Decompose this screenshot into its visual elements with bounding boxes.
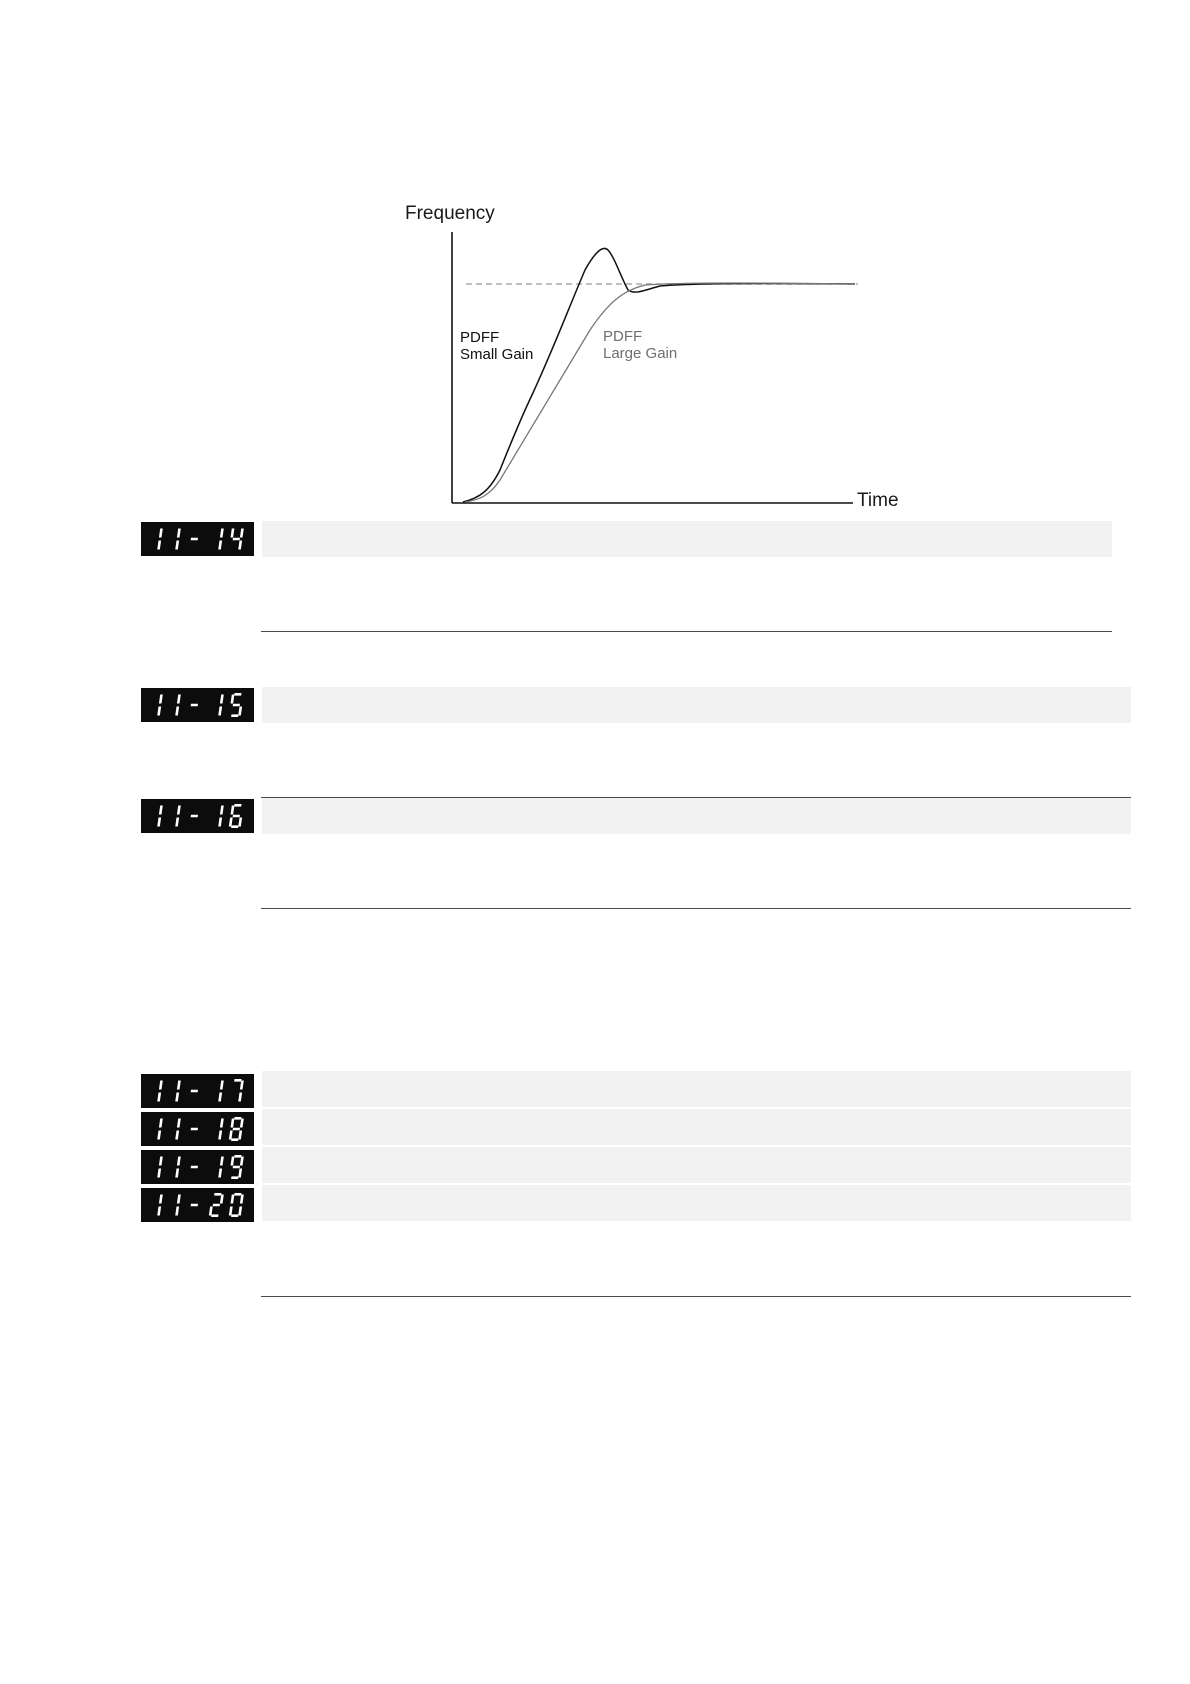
segment <box>238 1169 242 1178</box>
seven-segment-digit <box>229 1155 244 1179</box>
seven-segment-digit <box>175 1157 181 1178</box>
segment <box>220 1157 224 1166</box>
seven-segment-digit <box>191 1090 198 1093</box>
segment <box>177 1119 181 1128</box>
param-name-bar <box>262 1147 1131 1183</box>
segment <box>238 1131 242 1140</box>
segment <box>159 1081 163 1090</box>
large-gain-label: PDFF Large Gain <box>603 328 678 362</box>
segment <box>175 818 179 827</box>
segment <box>234 693 241 696</box>
segment <box>238 1207 242 1216</box>
seven-segment-digit <box>209 1193 224 1217</box>
section-divider <box>261 631 1112 632</box>
segment <box>159 806 163 815</box>
seven-segment-digits <box>141 799 254 833</box>
segment <box>175 1131 179 1140</box>
segment <box>240 529 244 538</box>
seven-segment-digit <box>218 695 224 716</box>
segment <box>175 541 179 550</box>
segment <box>218 541 222 550</box>
param-name-bar <box>262 1109 1131 1145</box>
segment <box>191 538 198 541</box>
param-code-display <box>141 1112 254 1146</box>
seven-segment-digits <box>141 522 254 556</box>
segment <box>191 1166 198 1169</box>
segment <box>159 1195 163 1204</box>
segment <box>238 541 242 550</box>
segment <box>157 541 161 550</box>
segment <box>157 818 161 827</box>
x-axis-label: Time <box>857 490 899 511</box>
segment <box>175 1207 179 1216</box>
segment <box>218 1131 222 1140</box>
segment <box>240 1081 244 1090</box>
segment <box>209 1207 213 1216</box>
section-divider <box>261 908 1131 909</box>
seven-segment-digit <box>231 1079 244 1102</box>
seven-segment-digit <box>175 1195 181 1216</box>
segment <box>218 1169 222 1178</box>
seven-segment-digit <box>191 1128 198 1131</box>
large-gain-curve <box>465 283 855 502</box>
segment <box>157 1207 161 1216</box>
segment <box>191 1128 198 1131</box>
param-code-display <box>141 799 254 833</box>
segment <box>220 1195 224 1204</box>
segment <box>177 695 181 704</box>
segment <box>218 1093 222 1102</box>
segment <box>218 707 222 716</box>
segment <box>238 818 242 827</box>
segment <box>238 1093 242 1102</box>
segment <box>211 1214 218 1217</box>
segment <box>175 1093 179 1102</box>
segment <box>177 1157 181 1166</box>
param-code-display <box>141 1188 254 1222</box>
segment <box>233 815 240 818</box>
segment <box>234 1155 241 1158</box>
segment <box>234 1117 241 1120</box>
segment <box>233 704 240 707</box>
segment <box>238 707 242 716</box>
segment <box>234 1193 241 1196</box>
segment <box>218 818 222 827</box>
seven-segment-digit <box>191 815 198 818</box>
seven-segment-digit <box>191 1204 198 1207</box>
seven-segment-digit <box>218 1157 224 1178</box>
param-code-display <box>141 522 254 556</box>
segment <box>220 1119 224 1128</box>
segment <box>231 1138 238 1141</box>
seven-segment-digit <box>157 1081 163 1102</box>
param-name-bar <box>262 521 1112 557</box>
seven-segment-digit <box>157 1119 163 1140</box>
segment <box>240 1195 244 1204</box>
param-name-bar <box>262 1185 1131 1221</box>
seven-segment-digits <box>141 688 254 722</box>
seven-segment-digit <box>229 529 244 550</box>
section-divider <box>261 1296 1131 1297</box>
segment <box>220 1081 224 1090</box>
segment <box>229 818 233 827</box>
segment <box>231 1176 238 1179</box>
small-gain-curve <box>463 248 855 502</box>
seven-segment-digit <box>175 695 181 716</box>
segment <box>191 1090 198 1093</box>
segment <box>233 538 240 541</box>
segment <box>159 1119 163 1128</box>
segment <box>175 1169 179 1178</box>
seven-segment-digits <box>141 1112 254 1146</box>
segment <box>229 1131 233 1140</box>
seven-segment-digit <box>157 695 163 716</box>
seven-segment-digit <box>157 1195 163 1216</box>
y-axis-label: Frequency <box>405 203 495 224</box>
segment <box>240 1119 244 1128</box>
seven-segment-digit <box>175 529 181 550</box>
small-gain-label: PDFF Small Gain <box>460 329 534 363</box>
segment <box>229 1207 233 1216</box>
segment <box>234 804 241 807</box>
seven-segment-digit <box>191 704 198 707</box>
segment <box>231 825 238 828</box>
seven-segment-digit <box>191 538 198 541</box>
segment <box>231 695 235 704</box>
segment <box>233 1166 240 1169</box>
seven-segment-digit <box>175 1119 181 1140</box>
seven-segment-digit <box>218 1119 224 1140</box>
segment <box>175 707 179 716</box>
seven-segment-digit <box>157 529 163 550</box>
segment <box>231 529 235 538</box>
segment <box>231 1119 235 1128</box>
seven-segment-digits <box>141 1150 254 1184</box>
segment <box>177 1081 181 1090</box>
segment <box>231 1214 238 1217</box>
segment <box>234 1079 241 1082</box>
segment <box>191 704 198 707</box>
seven-segment-digit <box>157 806 163 827</box>
segment <box>177 806 181 815</box>
segment <box>157 1093 161 1102</box>
seven-segment-digit <box>218 529 224 550</box>
param-code-display <box>141 1074 254 1108</box>
seven-segment-digit <box>218 1081 224 1102</box>
segment <box>159 695 163 704</box>
seven-segment-digit <box>191 1166 198 1169</box>
segment <box>233 1128 240 1131</box>
seven-segment-digit <box>175 806 181 827</box>
param-name-bar <box>262 798 1131 834</box>
pdff-response-diagram <box>0 0 1190 520</box>
segment <box>177 529 181 538</box>
segment <box>220 806 224 815</box>
param-code-display <box>141 1150 254 1184</box>
segment <box>220 695 224 704</box>
segment <box>214 1193 221 1196</box>
segment <box>191 815 198 818</box>
segment <box>159 1157 163 1166</box>
seven-segment-digit <box>229 1193 244 1217</box>
segment <box>231 1195 235 1204</box>
segment <box>231 1157 235 1166</box>
segment <box>240 1157 244 1166</box>
seven-segment-digit <box>229 1117 244 1141</box>
segment <box>157 707 161 716</box>
seven-segment-digit <box>229 804 244 828</box>
segment <box>191 1204 198 1207</box>
segment <box>157 1169 161 1178</box>
seven-segment-digit <box>229 693 244 717</box>
segment <box>159 529 163 538</box>
seven-segment-digit <box>218 806 224 827</box>
seven-segment-digit <box>175 1081 181 1102</box>
param-name-bar <box>262 1071 1131 1107</box>
seven-segment-digit <box>157 1157 163 1178</box>
param-code-display <box>141 688 254 722</box>
segment <box>213 1204 220 1207</box>
segment <box>157 1131 161 1140</box>
segment <box>231 806 235 815</box>
seven-segment-digits <box>141 1074 254 1108</box>
segment <box>220 529 224 538</box>
seven-segment-digits <box>141 1188 254 1222</box>
segment <box>177 1195 181 1204</box>
segment <box>231 714 238 717</box>
param-name-bar <box>262 687 1131 723</box>
